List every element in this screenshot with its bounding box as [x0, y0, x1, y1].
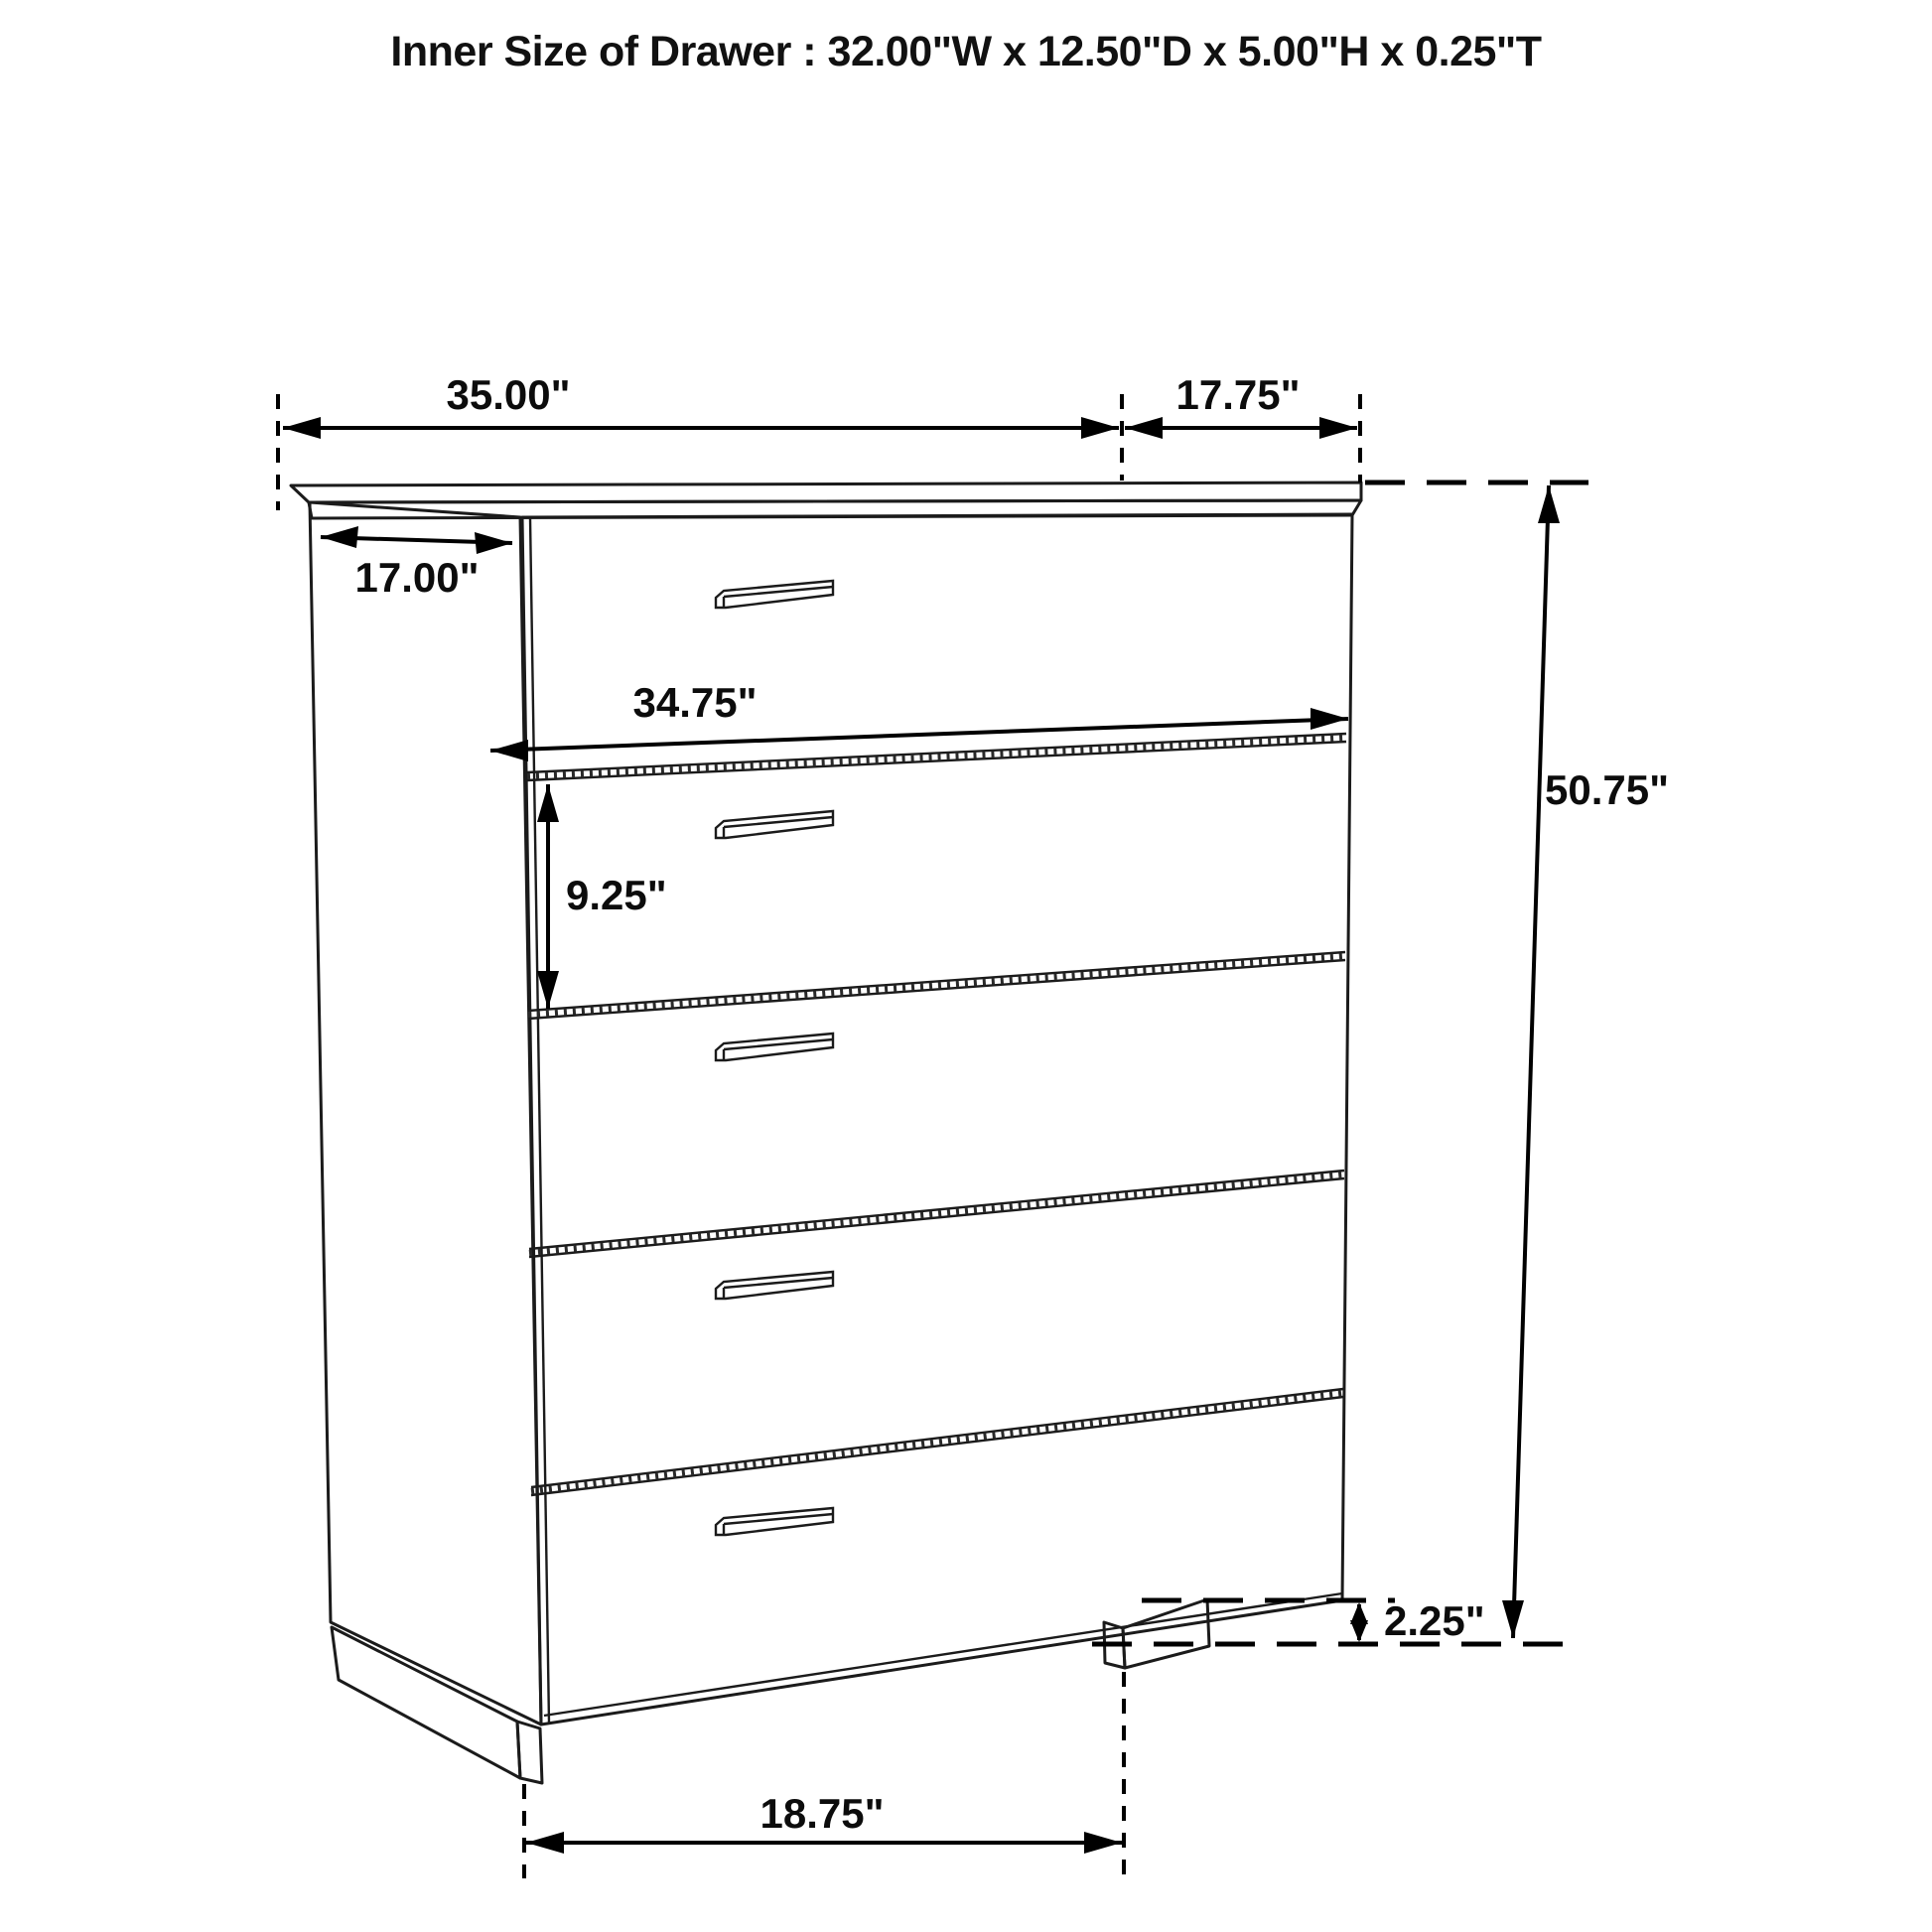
drawer-handle-4: [716, 1272, 833, 1299]
dim-label-top-width: 35.00": [446, 371, 571, 418]
dim-foot-spacing: [524, 1672, 1124, 1878]
chest-left-side-panel: [310, 502, 541, 1725]
dim-label-left-side-depth: 17.00": [354, 554, 480, 601]
dim-label-foot-height: 2.25": [1384, 1597, 1485, 1644]
dim-label-overall-height: 50.75": [1545, 766, 1670, 813]
drawer-handle-1: [716, 581, 833, 608]
dim-top-width: [278, 371, 1122, 510]
drawer-divider-4: [531, 1389, 1343, 1495]
dim-overall-height: [1365, 483, 1669, 1638]
dim-left-side-depth: [321, 526, 512, 601]
plinth-left-band: [332, 1627, 520, 1778]
front-left-foot: [517, 1722, 542, 1783]
dim-label-top-right-depth: 17.75": [1175, 371, 1301, 418]
drawer-divider-3: [529, 1171, 1344, 1257]
dim-top-right-depth: [1125, 371, 1360, 483]
dim-label-foot-spacing: 18.75": [759, 1790, 885, 1837]
dim-label-drawer-face-height: 9.25": [566, 872, 667, 918]
dim-label-drawer-face-width: 34.75": [632, 679, 758, 726]
drawer-divider-1: [527, 734, 1346, 780]
drawer-divider-2: [528, 952, 1345, 1019]
drawer-handle-3: [716, 1034, 833, 1060]
drawer-handle-5: [716, 1508, 833, 1535]
dim-drawer-face-height: [537, 784, 667, 1009]
drawer-handle-2: [716, 811, 833, 838]
page-title: Inner Size of Drawer : 32.00"W x 12.50"D x 5.00"H x 0.25"T: [390, 28, 1542, 75]
dim-drawer-face-width: [490, 679, 1348, 761]
chest-drawing: [291, 483, 1361, 1783]
drawer-bottom-inset-line: [544, 1593, 1342, 1716]
